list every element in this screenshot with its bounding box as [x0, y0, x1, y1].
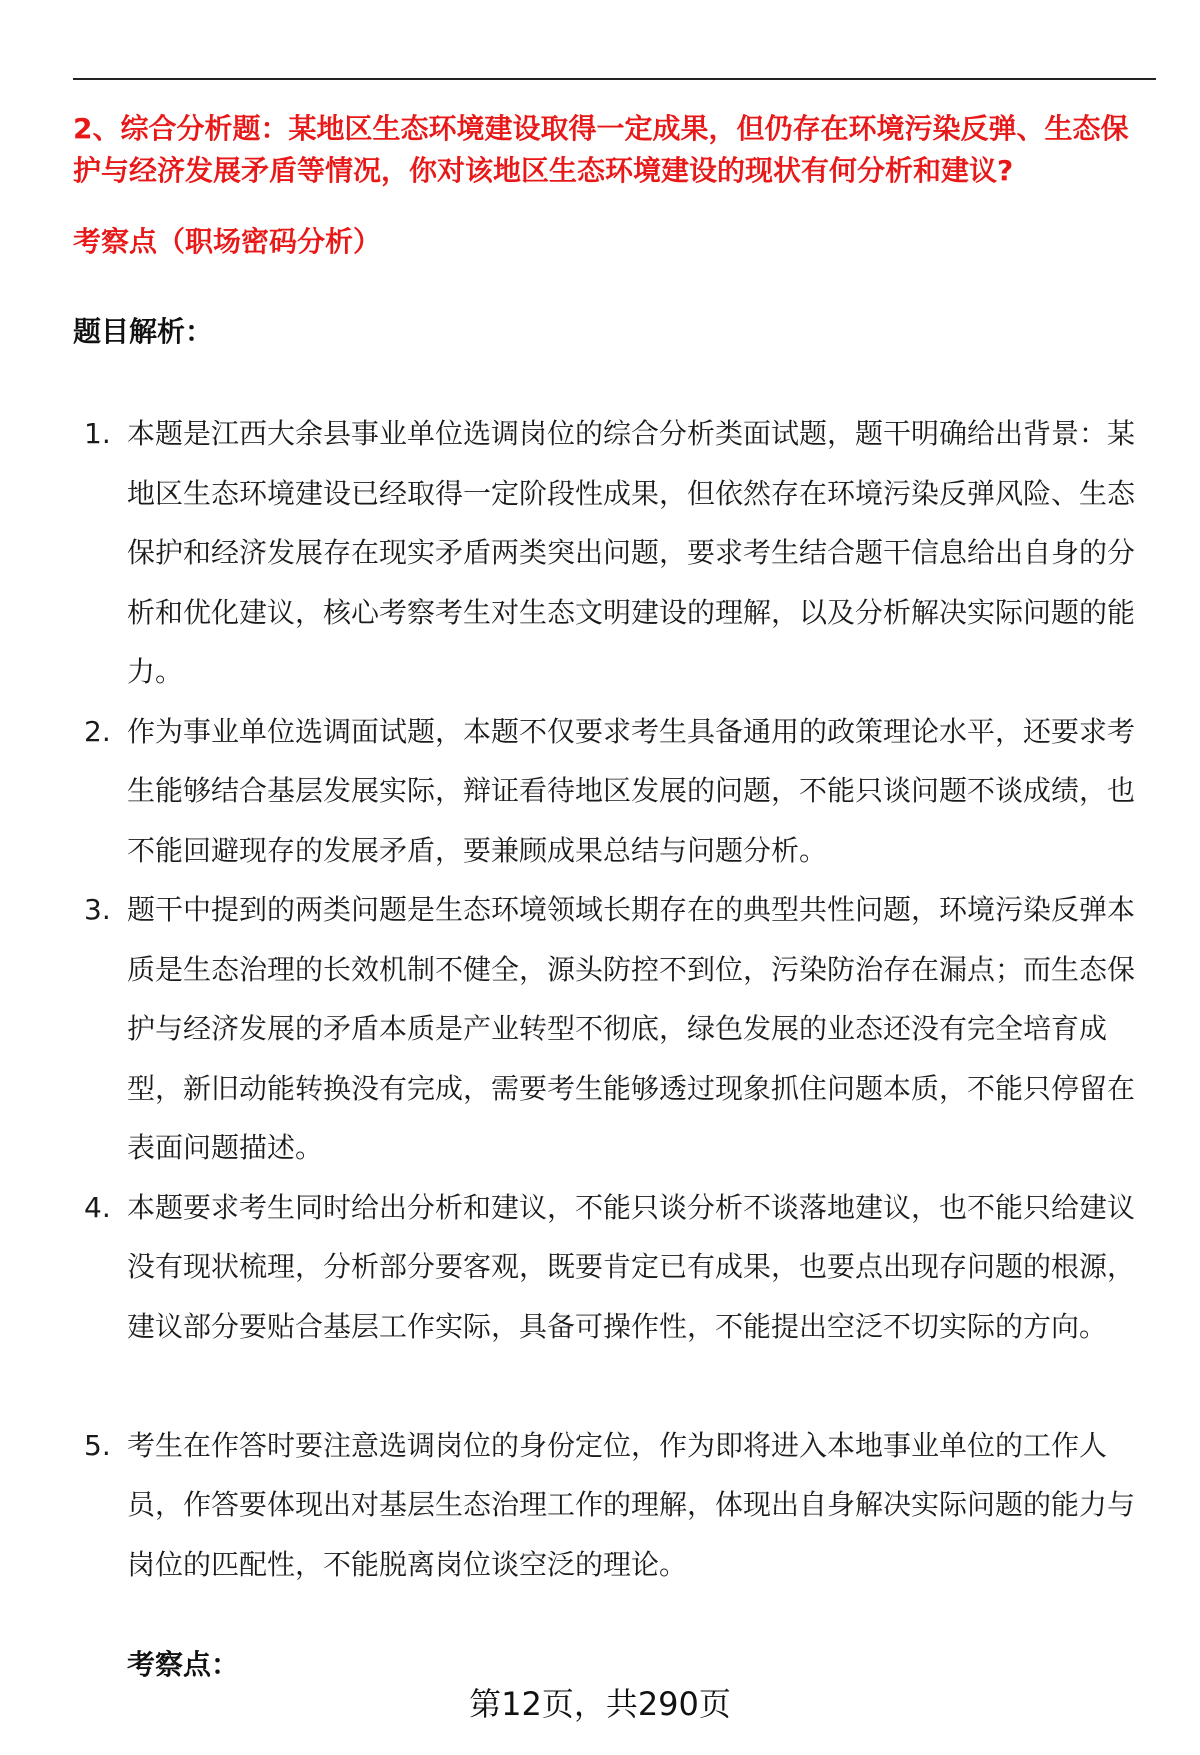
list-number: 2. [84, 714, 111, 748]
analysis-item-1 [73, 404, 1155, 702]
analysis-list [73, 404, 1155, 1594]
question-heading: 2、综合分析题：某地区生态环境建设取得一定成果，但仍存在环境污染反弹、生态保护与经济发展矛盾等情况，你对该地区生态环境建设的现状有何分析和建议? [73, 112, 1129, 187]
analysis-item-text: 本题是江西大余县事业单位选调岗位的综合分析类面试题，题干明确给出背景：某地区生态环境建设已经取得一定阶段性成果，但依然存在环境污染反弹风险、生态保护和经济发展存在现实矛盾两类突出问题，要求考生结合题干信息给出自身的分析和优化建议，核心考察考生对生态文明建设的理解，以及分析解决实际问题的能力。 [127, 417, 1136, 688]
analysis-item-text: 考生在作答时要注意选调岗位的身份定位，作为即将进入本地事业单位的工作人员，作答要体现出对基层生态治理工作的理解，体现出自身解决实际问题的能力与岗位的匹配性，不能脱离岗位谈空泛的理论。 [127, 1428, 1136, 1581]
list-number: 1. [84, 417, 111, 450]
header-divider [73, 78, 1156, 80]
list-number: 5. [84, 1428, 111, 1462]
analysis-item-text: 本题要求考生同时给出分析和建议，不能只谈分析不谈落地建议，也不能只给建议没有现状梳理，分析部分要客观，既要肯定已有成果，也要点出现存问题的根源，建议部分要贴合基层工作实际，具备可操作性，不能提出空泛不切实际的方向。 [127, 1190, 1136, 1343]
list-number: 4. [84, 1190, 111, 1224]
exam-point-heading: 考察点（职场密码分析） [73, 225, 382, 258]
page-number-footer: 第12页，共290页 [469, 1685, 731, 1723]
analysis-item-4 [73, 1178, 1155, 1416]
analysis-item-2 [73, 702, 1155, 881]
exam-point-subheading: 考察点： [127, 1648, 240, 1681]
analysis-item-text: 作为事业单位选调面试题，本题不仅要求考生具备通用的政策理论水平，还要求考生能够结合基层发展实际，辩证看待地区发展的问题，不能只谈问题不谈成绩，也不能回避现存的发展矛盾，要兼顾成果总结与问题分析。 [127, 714, 1136, 867]
analysis-item-3 [73, 880, 1155, 1178]
list-number: 3. [84, 893, 111, 926]
analysis-item-text: 题干中提到的两类问题是生态环境领域长期存在的典型共性问题，环境污染反弹本质是生态治理的长效机制不健全，源头防控不到位，污染防治存在漏点；而生态保护与经济发展的矛盾本质是产业转型不彻底，绿色发展的业态还没有完全培育成型，新旧动能转换没有完成，需要考生能够透过现象抓住问题本质，不能只停留在表面问题描述。 [127, 893, 1136, 1164]
analysis-title: 题目解析： [73, 315, 214, 348]
analysis-item-5 [73, 1416, 1155, 1595]
